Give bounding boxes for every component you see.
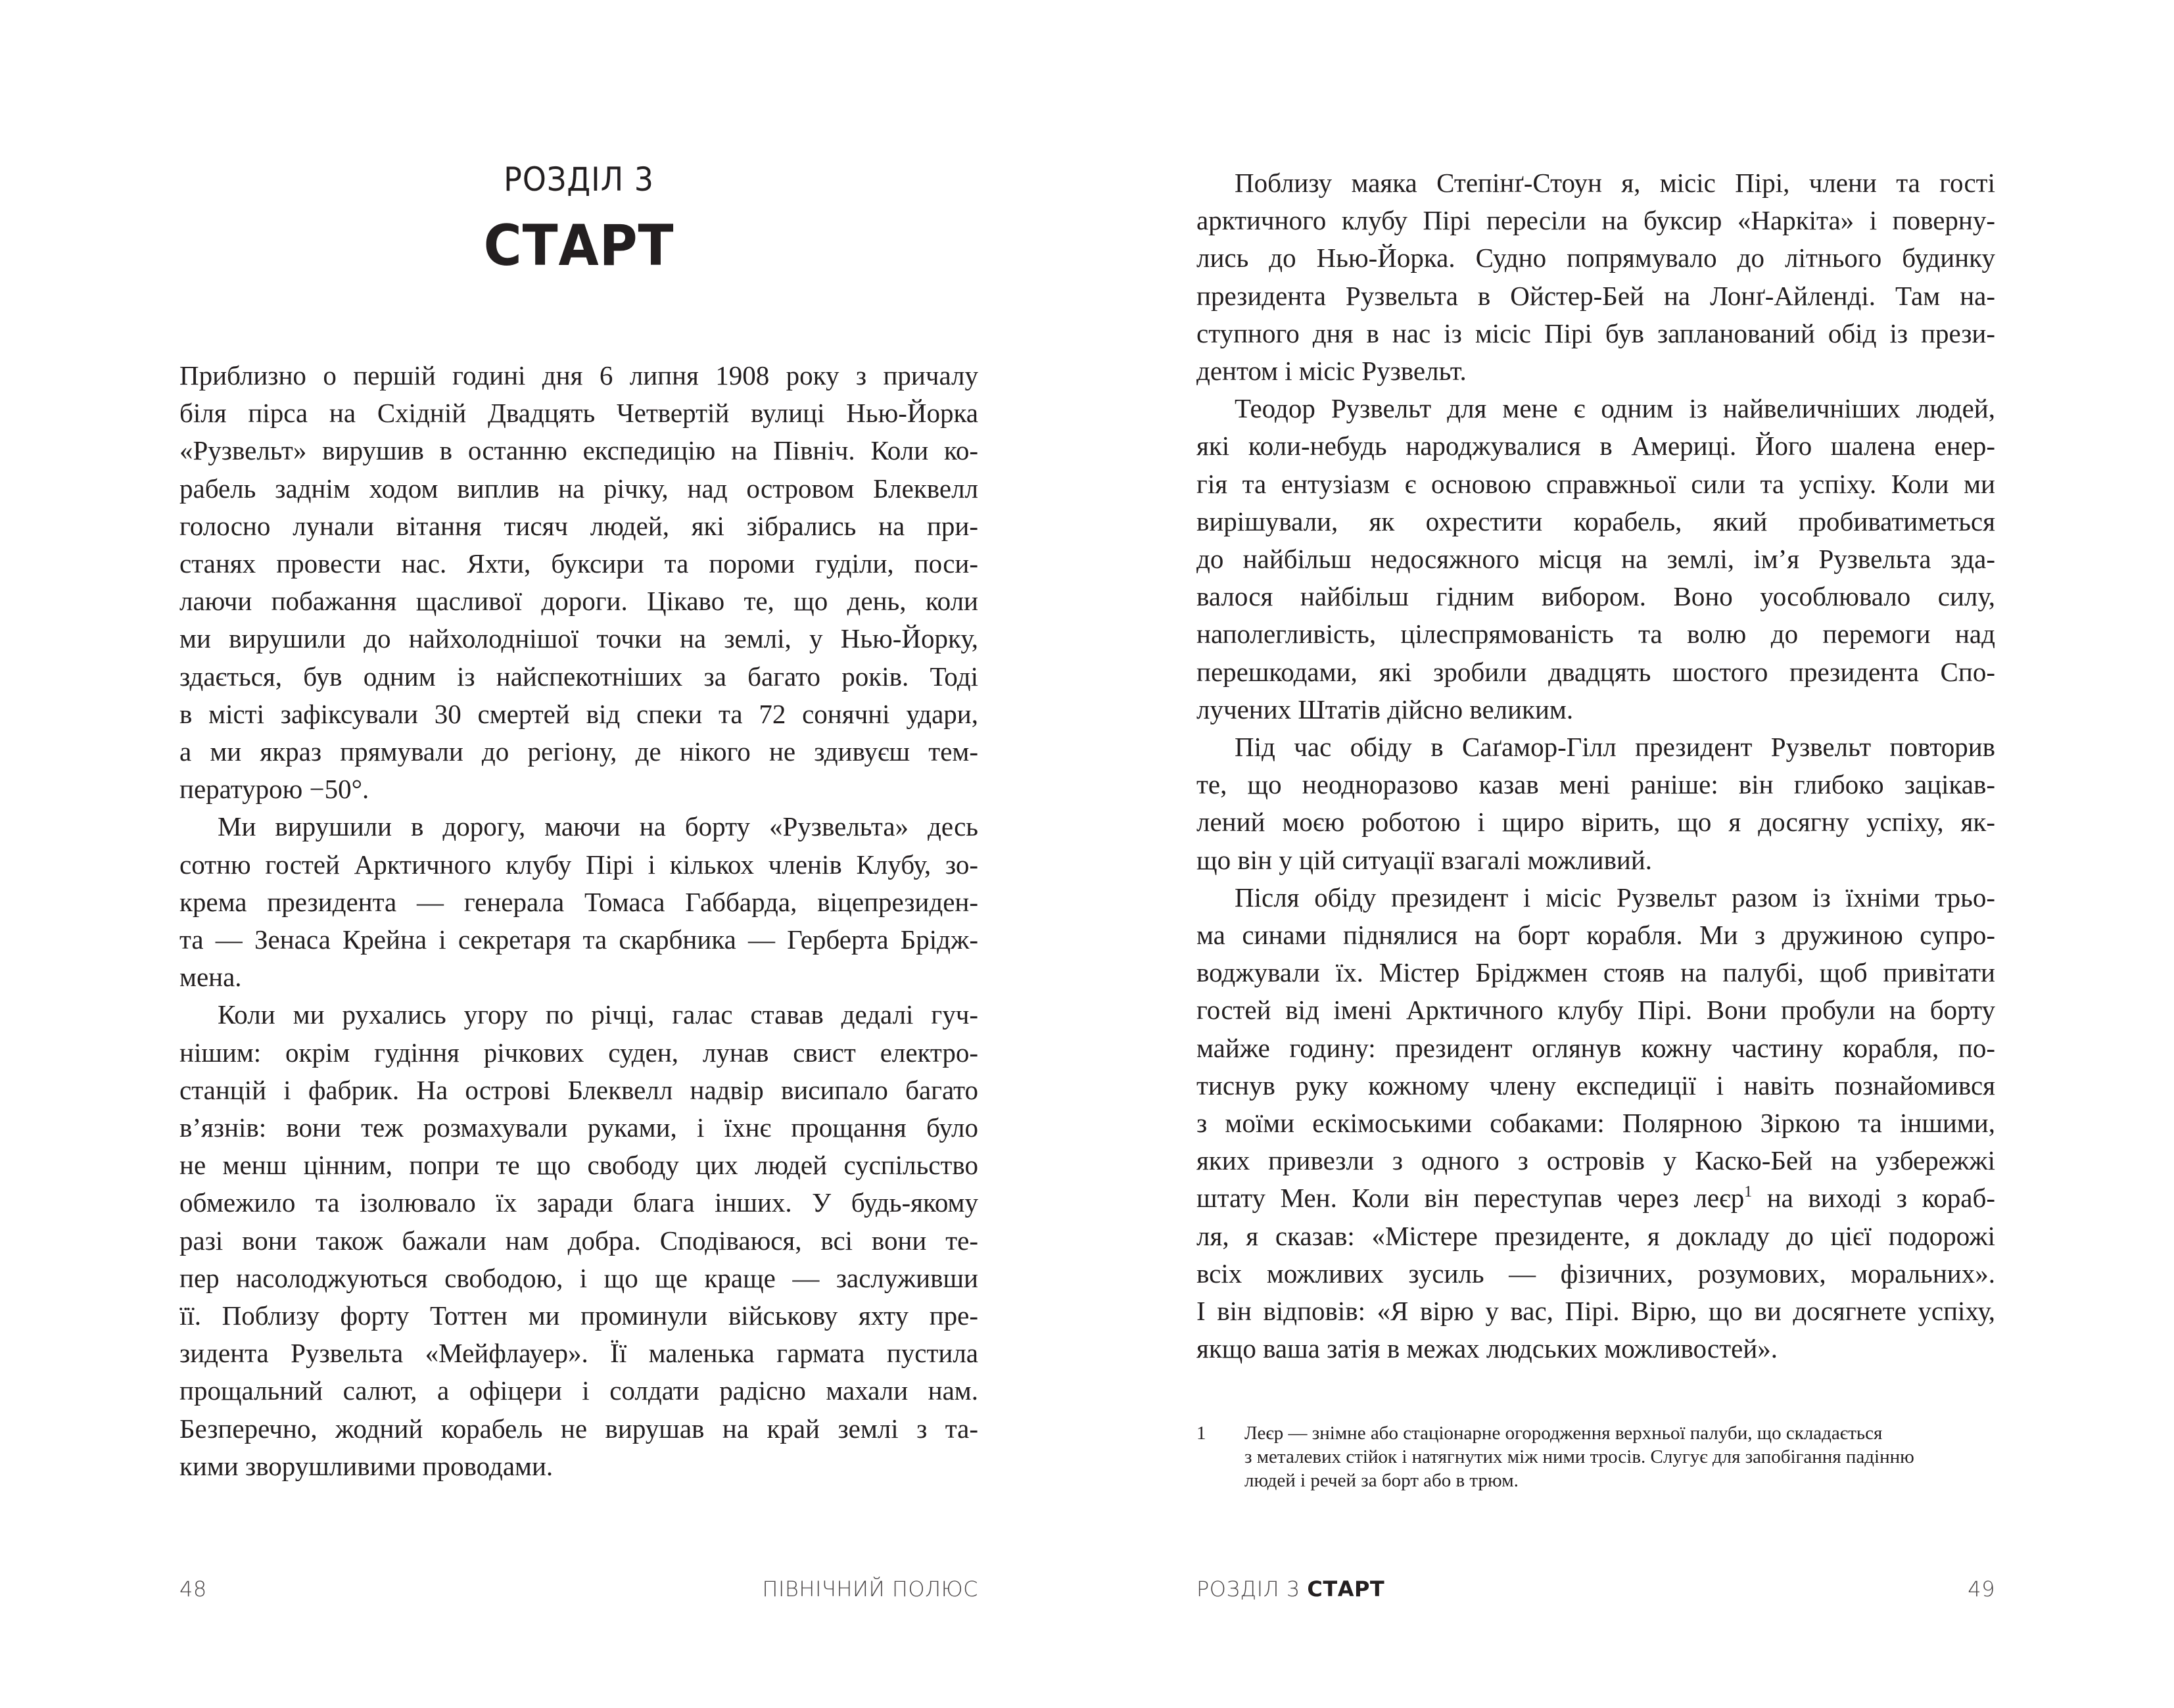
text-line: кими зворушливими проводами. (179, 1450, 554, 1481)
text-line: лучених Штатів дійсно великим. (1196, 694, 1574, 724)
text-line: в місті зафіксували 30 смертей від спеки та 72 сонячні удари, (179, 698, 978, 729)
running-chapter-label: РОЗДІЛ 3 (1196, 1577, 1300, 1601)
text-line: біля пірса на Східній Двадцять Четвертій вулиці Нью-Йорка (179, 398, 978, 429)
text-line: та — Зенаса Крейна і секретаря та скарбника — Герберта Брідж- (179, 924, 978, 955)
text-line: лаючи побажання щасливої дороги. Цікаво те, що день, коли (179, 586, 978, 617)
footnote-text (1244, 1421, 1995, 1492)
text-line: президента Рузвельта в Ойстер-Бей на Лонґ-Айленді. Там на- (1196, 280, 1995, 311)
text-line: арктичного клубу Пірі пересіли на буксир «Наркіта» і поверну- (1196, 205, 1995, 236)
text-line: пер насолоджуються свободою, і що ще краще — заслуживши (179, 1262, 978, 1293)
text-line: воджували їх. Містер Бріджмен стояв на палубі, щоб привітати (1196, 957, 1995, 988)
text-line: здається, був одним із найспекотніших за багато років. Тоді (179, 661, 978, 692)
text-line: разі вони також бажали нам добра. Сподіваюся, всі вони те- (179, 1225, 978, 1256)
text-line: гостей від імені Арктичного клубу Пірі. Вони пробули на борту (1196, 995, 1995, 1026)
footnote (1196, 1421, 1995, 1492)
chapter-label: РОЗДІЛ 3 (504, 160, 654, 199)
text-line: ля, я сказав: «Містере президенте, я докладу до цієї подорожі (1196, 1220, 1995, 1251)
chapter-title: СТАРТ (483, 213, 674, 279)
text-line: перешкодами, які зробили двадцять шостого президента Спо- (1196, 656, 1995, 687)
text-line: що він у цій ситуації взагалі можливий. (1196, 844, 1653, 875)
text-line: «Рузвельт» вирушив в останню експедицію на Північ. Коли ко- (179, 435, 978, 466)
text-line: ми вирушили до найхолоднішої точки на землі, у Нью-Йорку, (179, 623, 978, 654)
text-line: якщо ваша затія в межах людських можливостей». (1196, 1333, 1778, 1364)
text-line: в’язнів: вони теж розмахували руками, і їхнє прощання було (179, 1112, 978, 1143)
text-line: з моїми ескімоськими собаками: Полярною Зіркою та іншими, (1196, 1108, 1995, 1139)
footnote-line: Леєр — знімне або стаціонарне огородження верхньої палуби, що складається (1244, 1423, 1883, 1444)
book-title: ПІВНІЧНИЙ ПОЛЮС (762, 1577, 978, 1601)
text-line: Під час обіду в Саґамор-Гілл президент Рузвельт повторив (1235, 732, 1995, 763)
text-line: вирішували, як охрестити корабель, який пробиватиметься (1196, 506, 1995, 536)
text-line: яких привезли з одного з островів у Каско-Бей на узбережжі (1196, 1145, 1995, 1176)
page-number: 48 (179, 1577, 207, 1601)
page-number: 49 (1968, 1577, 1995, 1601)
paragraph (1196, 390, 1995, 728)
text-line: обмежило та ізолювало їх заради блага інших. У будь-якому (179, 1187, 978, 1218)
paragraph (1196, 879, 1995, 1368)
text-line: наполегливість, цілеспрямованість та волю до перемоги над (1196, 619, 1995, 650)
paragraph (1196, 728, 1995, 879)
text-line: Ми вирушили в дорогу, маючи на борту «Рузвельта» десь (218, 811, 978, 842)
left-running-footer (179, 1577, 978, 1601)
text-line: майже годину: президент оглянув кожну частину корабля, по- (1196, 1032, 1995, 1063)
text-line: тиснув руку кожному члену експедиції і навіть познайомився (1196, 1070, 1995, 1101)
footnote-number: 1 (1196, 1423, 1206, 1444)
text-line: станях провести нас. Яхти, буксири та пороми гуділи, поси- (179, 548, 978, 579)
text-line: які коли-небудь народжувалися в Америці. Його шалена енер- (1196, 431, 1995, 462)
text-line: ступного дня в нас із місіс Пірі був запланований обід із прези- (1196, 318, 1995, 348)
right-page (1087, 0, 2173, 1708)
text-line: прощальний салют, а офіцери і солдати радісно махали нам. (179, 1375, 978, 1406)
text-line: гія та ентузіазм є основою справжньої сили та успіху. Коли ми (1196, 468, 1995, 499)
text-line: до найбільш недосяжного місця на землі, ім’я Рузвельта зда- (1196, 544, 1995, 575)
text-line: Коли ми рухались угору по річці, галас ставав дедалі гуч- (218, 999, 978, 1030)
paragraph (1196, 164, 1995, 390)
text-line: рабель заднім ходом виплив на річку, над островом Блеквелл (179, 473, 978, 504)
footnote-reference[interactable]: 1 (1744, 1183, 1753, 1201)
right-page-body-text (1196, 164, 1995, 1368)
paragraph (179, 808, 978, 996)
text-line: зидента Рузвельта «Мейфлауер». Її маленька гармата пустила (179, 1338, 978, 1369)
text-line: всіх можливих зусиль — фізичних, розумових, моральних». (1196, 1258, 1995, 1289)
text-line: дентом і місіс Рузвельт. (1196, 356, 1467, 387)
text-line: станцій і фабрик. На острові Блеквелл надвір висипало багато (179, 1074, 978, 1105)
text-line: її. Поблизу форту Тоттен ми проминули військову яхту пре- (179, 1300, 978, 1331)
text-line: Безперечно, жодний корабель не вирушав на край землі з та- (179, 1413, 978, 1444)
text-line: крема президента — генерала Томаса Габбарда, віцепрезиден- (179, 886, 978, 917)
running-chapter-title: СТАРТ (1307, 1577, 1385, 1601)
text-line: лись до Нью-Йорка. Судно попрямувало до літнього будинку (1196, 243, 1995, 273)
text-line: штату Мен. Коли він переступав через леєр$^1$ на виході з кораб- (1196, 1183, 1995, 1214)
text-line: нішим: окрім гудіння річкових суден, лунав свист електро- (179, 1037, 978, 1068)
text-line: пературою −50°. (179, 774, 369, 805)
text-line: Приблизно о першій годині дня 6 липня 1908 року з причалу (179, 360, 978, 391)
paragraph (179, 357, 978, 808)
text-line: голосно лунали вітання тисяч людей, які зібрались на при- (179, 510, 978, 541)
text-line: мена. (179, 962, 242, 993)
text-line: Після обіду президент і місіс Рузвельт разом із їхніми трьо- (1235, 882, 1995, 913)
text-line: ма синами піднялися на борт корабля. Ми з дружиною супро- (1196, 920, 1995, 951)
text-line: І він відповів: «Я вірю у вас, Пірі. Вірю, що ви досягнете успіху, (1196, 1296, 1995, 1327)
left-page-body-text (179, 357, 978, 1485)
footnote-line: людей і речей за борт або в трюм. (1244, 1470, 1519, 1491)
paragraph (179, 996, 978, 1485)
text-line: а ми якраз прямували до регіону, де нікого не здивуєш тем- (179, 736, 978, 767)
text-line: Поблизу маяка Степінґ-Стоун я, місіс Пірі, члени та гості (1235, 168, 1995, 198)
text-line: те, що неодноразово казав мені раніше: він глибоко зацікав- (1196, 769, 1995, 800)
right-running-footer (1196, 1577, 1995, 1601)
running-chapter (1196, 1577, 1384, 1601)
text-line: валося найбільш гідним вибором. Воно уособлювало силу, (1196, 581, 1995, 612)
text-line: не менш цінним, попри те що свободу цих людей суспільство (179, 1150, 978, 1181)
text-line: лений моєю роботою і щиро вірить, що я досягну успіху, як- (1196, 807, 1995, 838)
text-line: Теодор Рузвельт для мене є одним із найвеличніших людей, (1235, 393, 1995, 424)
footnote-line: з металевих стійок і натягнутих між ними тросів. Слугує для запобігання падінню (1244, 1446, 1914, 1467)
text-line: сотню гостей Арктичного клубу Пірі і кількох членів Клубу, зо- (179, 849, 978, 880)
chapter-heading (179, 156, 978, 277)
